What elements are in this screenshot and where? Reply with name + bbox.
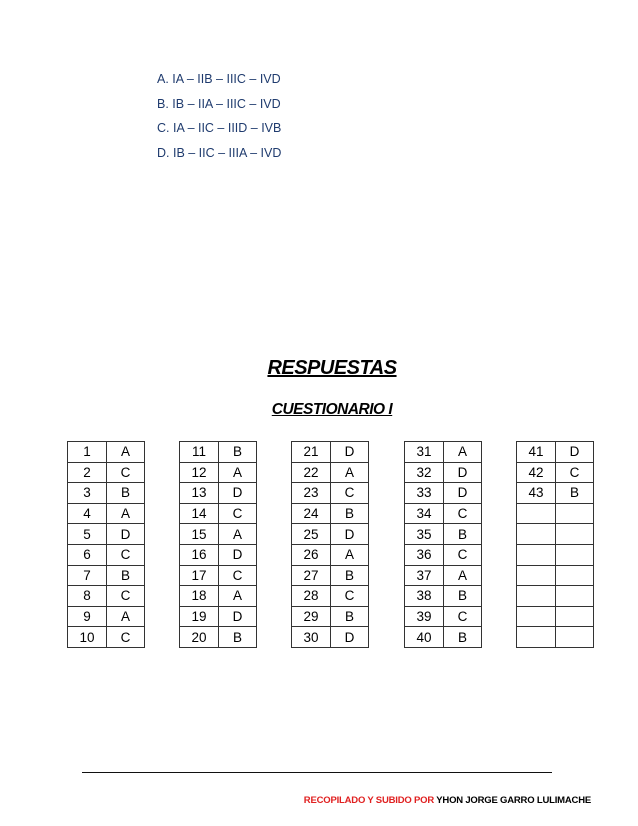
- question-number: 40: [405, 627, 444, 648]
- question-number: 1: [68, 442, 107, 463]
- table-row: [180, 627, 257, 648]
- answer-letter: A: [331, 462, 369, 483]
- answer-letter: C: [107, 544, 145, 565]
- answer-letter: D: [219, 606, 257, 627]
- question-number: 21: [292, 442, 331, 463]
- table-row: [68, 503, 145, 524]
- question-number: 5: [68, 524, 107, 545]
- answer-letter: [556, 524, 594, 545]
- question-number: 4: [68, 503, 107, 524]
- footer-label: RECOPILADO Y SUBIDO POR: [303, 795, 434, 806]
- answer-table-1: [67, 441, 145, 648]
- question-number: 39: [405, 606, 444, 627]
- question-number: 14: [180, 503, 219, 524]
- question-number: 35: [405, 524, 444, 545]
- table-row: [292, 483, 369, 504]
- question-number: 10: [68, 627, 107, 648]
- option-b: B. IB – IIA – IIIC – IVD: [157, 96, 281, 111]
- question-number: 13: [180, 483, 219, 504]
- table-row: [292, 462, 369, 483]
- question-number: 42: [517, 462, 556, 483]
- answer-letter: D: [556, 442, 594, 463]
- table-row: [180, 544, 257, 565]
- table-row: [68, 586, 145, 607]
- answer-table-4: [404, 441, 482, 648]
- question-number: 36: [405, 544, 444, 565]
- answer-letter: C: [219, 503, 257, 524]
- question-number: 23: [292, 483, 331, 504]
- option-d: D. IB – IIC – IIIA – IVD: [157, 145, 282, 160]
- answer-letter: A: [219, 462, 257, 483]
- table-row: [68, 565, 145, 586]
- answer-letter: D: [107, 524, 145, 545]
- question-number: 27: [292, 565, 331, 586]
- table-row: [405, 606, 482, 627]
- answer-letter: C: [107, 627, 145, 648]
- question-number: 43: [517, 483, 556, 504]
- answer-letter: B: [331, 565, 369, 586]
- answer-letter: A: [219, 524, 257, 545]
- answer-letter: C: [331, 483, 369, 504]
- table-row: [517, 606, 594, 627]
- question-number: 37: [405, 565, 444, 586]
- table-row: [68, 544, 145, 565]
- table-row: [405, 442, 482, 463]
- answer-letter: A: [444, 442, 482, 463]
- question-number: [517, 627, 556, 648]
- table-row: [292, 503, 369, 524]
- answer-letter: B: [444, 524, 482, 545]
- answer-letter: A: [107, 503, 145, 524]
- answer-letter: B: [444, 627, 482, 648]
- table-row: [405, 565, 482, 586]
- table-row: [517, 483, 594, 504]
- answer-options: [157, 70, 281, 168]
- table-row: [292, 544, 369, 565]
- question-number: 31: [405, 442, 444, 463]
- answer-letter: C: [219, 565, 257, 586]
- table-row: [68, 606, 145, 627]
- table-row: [517, 462, 594, 483]
- answer-letter: A: [444, 565, 482, 586]
- footer-credit: [304, 795, 591, 806]
- option-c: C. IA – IIC – IIID – IVB: [157, 121, 282, 135]
- answer-letter: A: [107, 606, 145, 627]
- answer-letter: B: [219, 442, 257, 463]
- answer-letter: D: [331, 524, 369, 545]
- table-row: [68, 442, 145, 463]
- answer-letter: C: [107, 586, 145, 607]
- answer-letter: B: [444, 586, 482, 607]
- question-number: 17: [180, 565, 219, 586]
- table-row: [405, 462, 482, 483]
- section-subtitle: CUESTIONARIO I: [271, 401, 393, 418]
- table-row: [180, 503, 257, 524]
- answer-letter: D: [331, 627, 369, 648]
- answer-letter: D: [219, 483, 257, 504]
- question-number: 3: [68, 483, 107, 504]
- question-number: [517, 503, 556, 524]
- answer-table-3: [291, 441, 369, 648]
- answer-letter: D: [444, 462, 482, 483]
- question-number: [517, 606, 556, 627]
- question-number: 22: [292, 462, 331, 483]
- answer-letter: B: [107, 565, 145, 586]
- table-row: [180, 524, 257, 545]
- table-row: [517, 586, 594, 607]
- answer-letter: B: [331, 606, 369, 627]
- answer-letter: A: [219, 586, 257, 607]
- answer-letter: A: [331, 544, 369, 565]
- answer-letter: B: [107, 483, 145, 504]
- table-row: [405, 503, 482, 524]
- question-number: 15: [180, 524, 219, 545]
- question-number: 29: [292, 606, 331, 627]
- table-row: [517, 442, 594, 463]
- option-a: A. IA – IIB – IIIC – IVD: [157, 72, 281, 86]
- table-row: [405, 544, 482, 565]
- table-row: [180, 565, 257, 586]
- table-row: [68, 483, 145, 504]
- answer-letter: [556, 627, 594, 648]
- question-number: 32: [405, 462, 444, 483]
- page-title: RESPUESTAS: [267, 357, 397, 379]
- question-number: 16: [180, 544, 219, 565]
- question-number: [517, 586, 556, 607]
- table-row: [180, 462, 257, 483]
- answer-letter: D: [331, 442, 369, 463]
- answer-table-2: [179, 441, 257, 648]
- question-number: 38: [405, 586, 444, 607]
- answer-letter: D: [444, 483, 482, 504]
- table-row: [292, 442, 369, 463]
- question-number: 34: [405, 503, 444, 524]
- answer-letter: [556, 544, 594, 565]
- question-number: 19: [180, 606, 219, 627]
- table-row: [517, 565, 594, 586]
- answer-letter: B: [219, 627, 257, 648]
- table-row: [405, 627, 482, 648]
- table-row: [68, 462, 145, 483]
- footer-author: YHON JORGE GARRO LULIMACHE: [436, 795, 591, 806]
- question-number: 26: [292, 544, 331, 565]
- question-number: [517, 524, 556, 545]
- table-row: [180, 586, 257, 607]
- table-row: [405, 524, 482, 545]
- table-row: [68, 524, 145, 545]
- table-row: [68, 627, 145, 648]
- table-row: [292, 524, 369, 545]
- table-row: [180, 483, 257, 504]
- question-number: 24: [292, 503, 331, 524]
- question-number: [517, 565, 556, 586]
- question-number: 33: [405, 483, 444, 504]
- table-row: [517, 544, 594, 565]
- question-number: 8: [68, 586, 107, 607]
- footer-divider: [82, 772, 552, 773]
- question-number: 25: [292, 524, 331, 545]
- question-number: 18: [180, 586, 219, 607]
- question-number: 9: [68, 606, 107, 627]
- table-row: [405, 586, 482, 607]
- answer-letter: C: [444, 544, 482, 565]
- answer-letter: B: [556, 483, 594, 504]
- table-row: [292, 565, 369, 586]
- answer-letter: C: [556, 462, 594, 483]
- answer-letter: C: [331, 586, 369, 607]
- answer-table-5: [516, 441, 594, 648]
- table-row: [517, 627, 594, 648]
- table-row: [292, 627, 369, 648]
- table-row: [405, 483, 482, 504]
- answer-letter: B: [331, 503, 369, 524]
- question-number: 7: [68, 565, 107, 586]
- answer-letter: A: [107, 442, 145, 463]
- answer-letter: [556, 586, 594, 607]
- question-number: 28: [292, 586, 331, 607]
- answer-letter: [556, 503, 594, 524]
- answer-letter: C: [444, 503, 482, 524]
- question-number: [517, 544, 556, 565]
- table-row: [517, 503, 594, 524]
- answer-letter: [556, 565, 594, 586]
- table-row: [292, 586, 369, 607]
- answer-letter: C: [444, 606, 482, 627]
- question-number: 11: [180, 442, 219, 463]
- table-row: [517, 524, 594, 545]
- answer-letter: D: [219, 544, 257, 565]
- table-row: [180, 442, 257, 463]
- table-row: [180, 606, 257, 627]
- question-number: 30: [292, 627, 331, 648]
- answer-letter: [556, 606, 594, 627]
- question-number: 41: [517, 442, 556, 463]
- answer-letter: C: [107, 462, 145, 483]
- question-number: 12: [180, 462, 219, 483]
- question-number: 20: [180, 627, 219, 648]
- question-number: 2: [68, 462, 107, 483]
- question-number: 6: [68, 544, 107, 565]
- table-row: [292, 606, 369, 627]
